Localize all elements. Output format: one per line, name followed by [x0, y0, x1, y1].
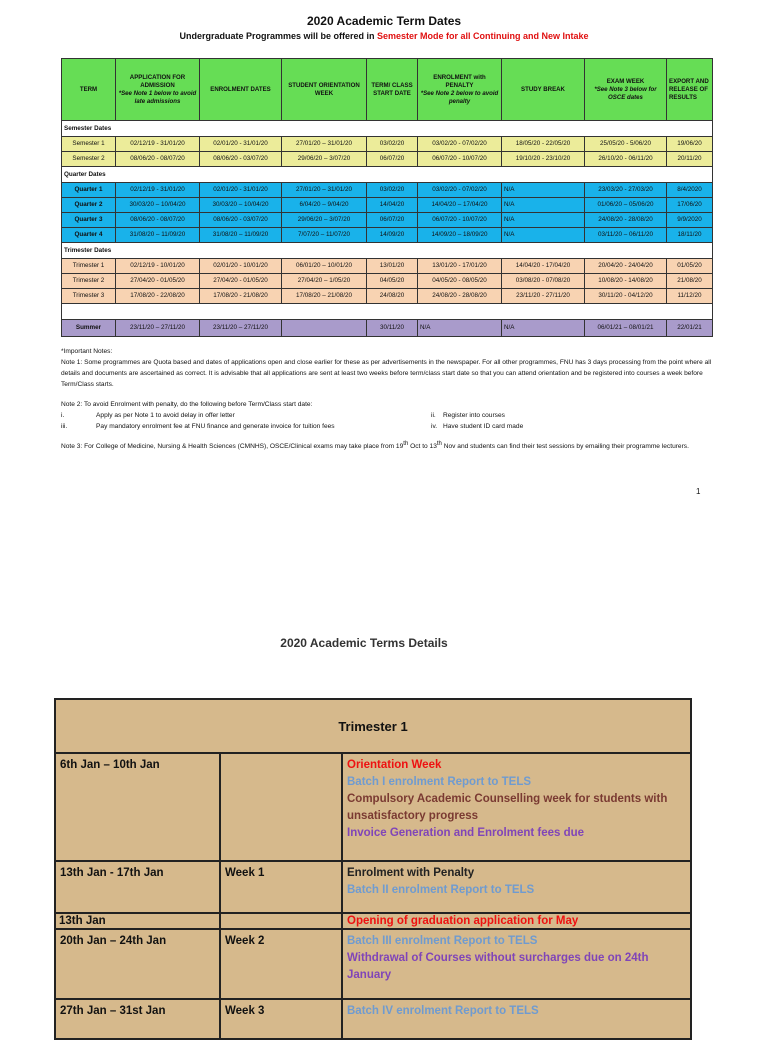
date-cell: 17/06/20: [667, 198, 713, 213]
date-cell: 6/04/20 – 9/04/20: [282, 198, 367, 213]
date-cell: 03/02/20 - 07/02/20: [418, 137, 502, 152]
date-cell: 31/08/20 – 11/09/20: [116, 228, 200, 243]
date-cell: 02/12/19 - 31/01/20: [116, 183, 200, 198]
events-cell: [342, 913, 691, 929]
item-text: Have student ID card made: [443, 423, 524, 430]
week-label: [220, 913, 342, 929]
schedule-row: [55, 913, 691, 929]
section-label: Semester Dates: [62, 121, 713, 137]
date-cell: 26/10/20 - 06/11/20: [585, 152, 667, 167]
term-name: Trimester 1: [62, 259, 116, 274]
date-cell: 08/06/20 - 03/07/20: [200, 213, 282, 228]
date-cell: 20/04/20 - 24/04/20: [585, 259, 667, 274]
notes-heading: *Important Notes:: [61, 348, 113, 355]
date-cell: 14/04/20: [367, 198, 418, 213]
events-cell: [342, 753, 691, 861]
date-range: 13th Jan: [55, 913, 220, 929]
trimester-details-table: [54, 698, 692, 1040]
date-cell: 23/11/20 – 27/11/20: [116, 320, 200, 337]
date-cell: 06/07/20: [367, 213, 418, 228]
events-cell: [342, 999, 691, 1039]
date-cell: 10/08/20 - 14/08/20: [585, 274, 667, 289]
item-num: i.: [61, 412, 65, 419]
subtitle-text: Undergraduate Programmes will be offered in: [179, 31, 377, 41]
week-label: [220, 753, 342, 861]
header-orientation: STUDENT ORIENTATION WEEK: [282, 59, 367, 121]
blank-cell: [62, 304, 713, 320]
date-cell: 19/10/20 - 23/10/20: [502, 152, 585, 167]
date-cell: 30/03/20 – 10/04/20: [200, 198, 282, 213]
event-item: Orientation Week: [347, 759, 442, 771]
note-1: Note 1: Some programmes are Quota based and dates of applications open and close earlier for these as per advertisements in the newspaper. For all other programmes, FNU has 3 days processing from the point where all details and documents are ascertained as correct. It is advisable that all applications are sent at least two weeks before term/class start date so that you can attend orientation and be registered into courses a week before Term/Class starts.: [61, 359, 712, 388]
date-cell: 27/01/20 – 31/01/20: [282, 183, 367, 198]
page-subtitle: [0, 31, 768, 41]
date-cell: 21/08/20: [667, 274, 713, 289]
header-term: TERM: [62, 59, 116, 121]
date-cell: 18/11/20: [667, 228, 713, 243]
date-cell: 02/01/20 - 31/01/20: [200, 183, 282, 198]
date-cell: 08/06/20 - 03/07/20: [200, 152, 282, 167]
header-exam-week: EXAM WEEK *See Note 3 below for OSCE dates: [585, 59, 667, 121]
date-cell: 14/04/20 – 17/04/20: [418, 198, 502, 213]
schedule-row: [55, 929, 691, 999]
date-cell: 30/11/20: [367, 320, 418, 337]
item-num: iii.: [61, 423, 68, 430]
events-cell: [342, 929, 691, 999]
date-cell: 24/08/20 - 28/08/20: [418, 289, 502, 304]
date-cell: 30/11/20 - 04/12/20: [585, 289, 667, 304]
date-cell: 11/12/20: [667, 289, 713, 304]
schedule-row: [55, 753, 691, 861]
table-row: [62, 289, 713, 304]
item-text: Register into courses: [443, 412, 505, 419]
date-range: 20th Jan – 24th Jan: [55, 929, 220, 999]
item-num: ii.: [431, 412, 436, 419]
term-name: Summer: [62, 320, 116, 337]
date-cell: N/A: [502, 183, 585, 198]
date-cell: 9/9/2020: [667, 213, 713, 228]
date-cell: 27/04/20 – 1/05/20: [282, 274, 367, 289]
date-cell: 14/04/20 - 17/04/20: [502, 259, 585, 274]
date-range: 6th Jan – 10th Jan: [55, 753, 220, 861]
section-row: [62, 121, 713, 137]
date-cell: 03/08/20 - 07/08/20: [502, 274, 585, 289]
event-item: Invoice Generation and Enrolment fees due: [347, 827, 585, 839]
subtitle-highlight: Semester Mode for all Continuing and New Intake: [377, 31, 589, 41]
date-cell: N/A: [502, 228, 585, 243]
date-cell: 06/07/20 - 10/07/20: [418, 152, 502, 167]
week-label: Week 3: [220, 999, 342, 1039]
date-cell: N/A: [418, 320, 502, 337]
date-cell: 04/05/20: [367, 274, 418, 289]
date-cell: 31/08/20 – 11/09/20: [200, 228, 282, 243]
table-row: [62, 274, 713, 289]
event-item: Withdrawal of Courses without surcharges due on 24th January: [347, 952, 649, 981]
date-cell: N/A: [502, 320, 585, 337]
date-cell: 29/06/20 – 3/07/20: [282, 152, 367, 167]
blank-row: [62, 304, 713, 320]
term-name: Quarter 3: [62, 213, 116, 228]
date-cell: 24/08/20: [367, 289, 418, 304]
table-row: [62, 228, 713, 243]
date-cell: 02/12/19 - 31/01/20: [116, 137, 200, 152]
date-cell: 17/08/20 - 21/08/20: [200, 289, 282, 304]
term-name: Quarter 2: [62, 198, 116, 213]
date-cell: 7/07/20 – 11/07/20: [282, 228, 367, 243]
event-item: Batch III enrolment Report to TELS: [347, 935, 538, 947]
note-2: Note 2: To avoid Enrolment with penalty, do the following before Term/Class start date:: [61, 401, 313, 408]
date-cell: 13/01/20: [367, 259, 418, 274]
date-cell: 08/06/20 - 08/07/20: [116, 152, 200, 167]
date-cell: 23/11/20 - 27/11/20: [502, 289, 585, 304]
date-cell: 08/06/20 - 08/07/20: [116, 213, 200, 228]
date-cell: 03/02/20: [367, 137, 418, 152]
table-row: [62, 183, 713, 198]
date-cell: 23/03/20 - 27/03/20: [585, 183, 667, 198]
date-cell: 8/4/2020: [667, 183, 713, 198]
term-name: Trimester 3: [62, 289, 116, 304]
date-cell: 06/07/20 - 10/07/20: [418, 213, 502, 228]
date-cell: 25/05/20 - 5/06/20: [585, 137, 667, 152]
date-cell: 14/09/20 – 18/09/20: [418, 228, 502, 243]
event-item: Batch II enrolment Report to TELS: [347, 884, 535, 896]
table-row: [62, 259, 713, 274]
header-start-date: TERM/ CLASS START DATE: [367, 59, 418, 121]
table-row: [62, 137, 713, 152]
term-name: Quarter 4: [62, 228, 116, 243]
section-row: [62, 243, 713, 259]
note-2-items: [61, 410, 721, 432]
date-cell: 19/06/20: [667, 137, 713, 152]
date-cell: 27/04/20 - 01/05/20: [116, 274, 200, 289]
date-cell: 17/08/20 - 22/08/20: [116, 289, 200, 304]
section-label: Trimester Dates: [62, 243, 713, 259]
schedule-row: [55, 861, 691, 913]
date-range: 27th Jan – 31st Jan: [55, 999, 220, 1039]
event-item: Enrolment with Penalty: [347, 867, 475, 879]
header-penalty: ENROLMENT with PENALTY *See Note 2 below to avoid penalty: [418, 59, 502, 121]
date-cell: 13/01/20 - 17/01/20: [418, 259, 502, 274]
term-name: Trimester 2: [62, 274, 116, 289]
date-cell: N/A: [502, 213, 585, 228]
table-row: [62, 152, 713, 167]
date-cell: 03/02/20 - 07/02/20: [418, 183, 502, 198]
date-cell: 02/12/19 - 10/01/20: [116, 259, 200, 274]
date-cell: 30/03/20 – 10/04/20: [116, 198, 200, 213]
date-cell: 29/06/20 – 3/07/20: [282, 213, 367, 228]
date-cell: 06/01/21 – 08/01/21: [585, 320, 667, 337]
page-number: 1: [696, 487, 701, 496]
date-cell: 01/06/20 – 05/06/20: [585, 198, 667, 213]
important-notes: [61, 346, 721, 452]
table-row: [62, 320, 713, 337]
event-item: Batch I enrolment Report to TELS: [347, 776, 532, 788]
event-item: Opening of graduation application for May: [347, 915, 579, 927]
schedule-row: [55, 999, 691, 1039]
date-range: 13th Jan - 17th Jan: [55, 861, 220, 913]
term-name: Semester 1: [62, 137, 116, 152]
date-cell: [282, 320, 367, 337]
date-cell: 24/08/20 - 28/08/20: [585, 213, 667, 228]
date-cell: 27/01/20 – 31/01/20: [282, 137, 367, 152]
date-cell: N/A: [502, 198, 585, 213]
date-cell: 27/04/20 - 01/05/20: [200, 274, 282, 289]
table-row: [62, 198, 713, 213]
term-name: Quarter 1: [62, 183, 116, 198]
date-cell: 18/05/20 - 22/05/20: [502, 137, 585, 152]
item-text: Apply as per Note 1 to avoid delay in offer letter: [96, 412, 235, 419]
date-cell: 22/01/21: [667, 320, 713, 337]
date-cell: 23/11/20 – 27/11/20: [200, 320, 282, 337]
date-cell: 02/01/20 - 31/01/20: [200, 137, 282, 152]
table-header-row: [62, 59, 713, 121]
section-label: Quarter Dates: [62, 167, 713, 183]
table-row: [62, 213, 713, 228]
event-item: Batch IV enrolment Report to TELS: [347, 1005, 539, 1017]
term-dates-table: [61, 58, 713, 337]
header-study-break: STUDY BREAK: [502, 59, 585, 121]
header-enrolment: ENROLMENT DATES: [200, 59, 282, 121]
page-title: 2020 Academic Term Dates: [306, 14, 462, 28]
week-label: Week 1: [220, 861, 342, 913]
date-cell: 20/11/20: [667, 152, 713, 167]
date-cell: 03/02/20: [367, 183, 418, 198]
date-cell: 02/01/20 - 10/01/20: [200, 259, 282, 274]
header-results: EXPORT AND RELEASE OF RESULTS: [667, 59, 713, 121]
term-name: Semester 2: [62, 152, 116, 167]
note-3: Note 3: For College of Medicine, Nursing & Health Sciences (CMNHS), OSCE/Clinical exams may take place from 19th Oct to 13th Nov and students can find their test sessions by emailing their programme lecturers.: [61, 441, 689, 451]
date-cell: 06/07/20: [367, 152, 418, 167]
date-cell: 04/05/20 - 08/05/20: [418, 274, 502, 289]
header-application: APPLICATION FOR ADMISSION *See Note 1 below to avoid late admissions: [116, 59, 200, 121]
week-label: Week 2: [220, 929, 342, 999]
date-cell: 14/09/20: [367, 228, 418, 243]
date-cell: 06/01/20 – 10/01/20: [282, 259, 367, 274]
date-cell: 03/11/20 – 06/11/20: [585, 228, 667, 243]
item-text: Pay mandatory enrolment fee at FNU finance and generate invoice for tuition fees: [96, 423, 335, 430]
details-title: 2020 Academic Terms Details: [280, 636, 448, 650]
date-cell: 01/05/20: [667, 259, 713, 274]
event-item: Compulsory Academic Counselling week for students with unsatisfactory progress: [347, 793, 668, 822]
date-cell: 17/08/20 – 21/08/20: [282, 289, 367, 304]
section-row: [62, 167, 713, 183]
trimester-heading: Trimester 1: [55, 699, 691, 753]
item-num: iv.: [431, 423, 438, 430]
events-cell: [342, 861, 691, 913]
